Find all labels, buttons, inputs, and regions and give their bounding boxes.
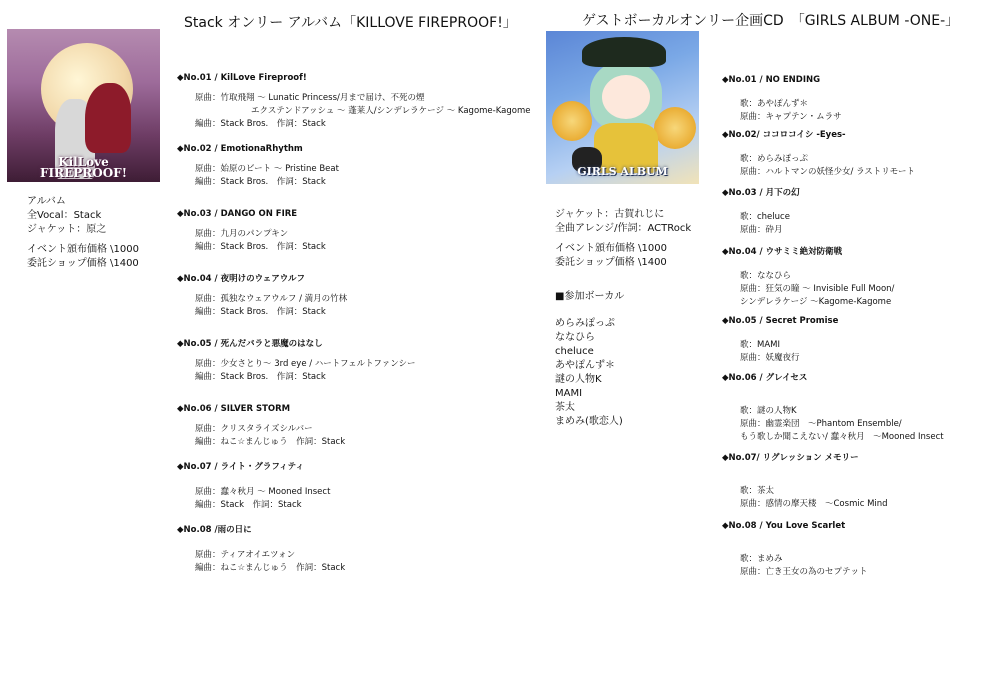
track-detail: 原曲：蠢々秋月 ～ Mooned Insect (195, 487, 331, 497)
right-track-2 (722, 129, 915, 179)
left-album-info (27, 195, 106, 237)
track-detail: 歌：ななひら (740, 271, 792, 281)
info-line: 全Vocal：Stack (27, 210, 102, 221)
track-title: ◆No.01 / KilLove Fireproof! (177, 73, 307, 83)
left-track-7 (177, 461, 330, 512)
price-line: 委託ショップ価格 \1400 (555, 257, 667, 268)
track-title: ◆No.04 / 夜明けのウェアウルフ (177, 274, 305, 284)
track-detail: 原曲：妖魔夜行 (740, 353, 800, 363)
track-title: ◆No.04 / ウサミミ絶対防衛戦 (722, 247, 843, 257)
pompom-art (654, 107, 696, 149)
left-track-3 (177, 208, 326, 254)
track-detail: 歌：謎の人物K (740, 406, 797, 416)
left-track-8 (177, 524, 345, 575)
track-detail: 編曲：Stack Bros. 作詞：Stack (195, 119, 326, 129)
info-line: アルバム (27, 196, 66, 207)
track-detail: 原曲：ハルトマンの妖怪少女/ ラストリモート (740, 167, 915, 177)
track-title: ◆No.07/ リグレッション メモリー (722, 453, 859, 463)
right-track-6 (722, 372, 944, 444)
track-title: ◆No.08 / You Love Scarlet (722, 521, 846, 531)
price-line: イベント頒布価格 \1000 (27, 244, 139, 255)
track-detail: 原曲：砕月 (740, 225, 783, 235)
track-detail: 歌：あやぽんず＊ (740, 99, 809, 109)
track-detail: 歌：cheluce (740, 212, 790, 222)
track-title: ◆No.08 /雨の日に (177, 525, 252, 535)
vocalist: cheluce (555, 346, 594, 357)
cover-logo: GIRLS ALBUM (577, 165, 668, 178)
track-detail: 原曲：感情の摩天楼 ～Cosmic Mind (740, 499, 888, 509)
left-track-5 (177, 338, 416, 384)
vocalist: MAMI (555, 388, 583, 399)
track-detail: 編曲：Stack Bros. 作詞：Stack (195, 307, 326, 317)
character-art (85, 83, 131, 153)
right-track-3 (722, 187, 800, 237)
track-detail: シンデレラケージ ～Kagome-Kagome (740, 297, 892, 307)
info-line: ジャケット：古賀れじに (555, 209, 665, 220)
track-title: ◆No.02 / EmotionaRhythm (177, 144, 303, 154)
vocalist: まめみ(歌恋人) (555, 416, 623, 427)
track-detail: 原曲：少女さとり～ 3rd eye / ハートフェルトファンシー (195, 359, 416, 369)
vocalist: 茶太 (555, 402, 575, 413)
left-track-6 (177, 403, 345, 449)
track-detail: 編曲：Stack Bros. 作詞：Stack (195, 242, 326, 252)
track-title: ◆No.07 / ライト・グラフィティ (177, 462, 304, 472)
track-detail: 原曲：孤独なウェアウルフ / 満月の竹林 (195, 294, 348, 304)
track-title: ◆No.06 / SILVER STORM (177, 404, 291, 414)
track-title: ◆No.02/ ココロコイシ -Eyes- (722, 130, 846, 140)
right-album-prices (555, 242, 667, 270)
left-track-1 (177, 72, 530, 131)
girls-album-cover-image (546, 31, 699, 184)
vocalist: 謎の人物K (555, 374, 602, 385)
track-title: ◆No.01 / NO ENDING (722, 75, 821, 85)
track-detail: 編曲：ねこ☆まんじゅう 作詞：Stack (195, 563, 346, 573)
right-track-4 (722, 246, 894, 309)
character-art (602, 75, 650, 119)
vocalist: めらみぽっぷ (555, 318, 615, 329)
info-line: 全曲アレンジ/作詞：ACTRock (555, 223, 692, 234)
track-detail: 原曲：幽霊楽団 ～Phantom Ensemble/ (740, 419, 902, 429)
track-detail: 原曲：竹取飛翔 ～ Lunatic Princess/月まで届け、不死の煙 (195, 93, 425, 103)
character-art (582, 37, 666, 67)
track-detail: 編曲：Stack Bros. 作詞：Stack (195, 372, 326, 382)
killove-cover-image (7, 29, 160, 182)
vocalist: ななひら (555, 332, 595, 343)
cover-logo-line-2: FIREPROOF! (40, 166, 127, 180)
left-track-4 (177, 273, 347, 319)
track-detail: 編曲：Stack Bros. 作詞：Stack (195, 177, 326, 187)
right-track-1 (722, 74, 842, 124)
vocalists-heading: ■参加ボーカル (555, 291, 625, 302)
track-title: ◆No.03 / 月下の幻 (722, 188, 800, 198)
track-detail: 原曲：始原のビート ～ Pristine Beat (195, 164, 339, 174)
track-detail: 歌：めらみぽっぷ (740, 154, 809, 164)
track-detail: 編曲：ねこ☆まんじゅう 作詞：Stack (195, 437, 346, 447)
track-detail: 歌：MAMI (740, 340, 780, 350)
track-detail: もう歌しか聞こえない/ 蠢々秋月 ～Mooned Insect (740, 432, 944, 442)
track-detail: 原曲：ティアオイエツォン (195, 550, 296, 560)
track-detail: エクステンドアッシュ ～ 蓬莱人/シンデレラケージ ～ Kagome-Kagome (251, 106, 531, 116)
track-detail: 原曲：キャプテン・ムラサ (740, 112, 842, 122)
cover-logo-line-1: KilLove (58, 155, 109, 169)
track-title: ◆No.03 / DANGO ON FIRE (177, 209, 298, 219)
price-line: イベント頒布価格 \1000 (555, 243, 667, 254)
track-detail: 歌：まめみ (740, 554, 783, 564)
right-album-heading: ゲストボーカルオンリー企画CD 「GIRLS ALBUM -ONE-」 (582, 13, 960, 29)
right-album-info (555, 208, 691, 236)
left-album-prices (27, 243, 139, 271)
track-detail: 原曲：クリスタライズシルバー (195, 424, 313, 434)
track-title: ◆No.05 / Secret Promise (722, 316, 839, 326)
vocalist: あやぽんず＊ (555, 360, 615, 371)
left-track-2 (177, 143, 339, 189)
price-line: 委託ショップ価格 \1400 (27, 258, 139, 269)
track-detail: 編曲：Stack 作詞：Stack (195, 500, 302, 510)
pompom-art (552, 101, 592, 141)
track-detail: 原曲：狂気の瞳 ～ Invisible Full Moon/ (740, 284, 895, 294)
right-track-7 (722, 452, 888, 511)
info-line: ジャケット：原之 (27, 224, 107, 235)
right-track-5 (722, 315, 838, 365)
track-detail: 原曲：亡き王女の為のセプテット (740, 567, 868, 577)
cover-logo (7, 157, 160, 179)
left-album-heading: Stack オンリー アルバム「KILLOVE FIREPROOF!」 (184, 15, 517, 31)
track-title: ◆No.05 / 死んだバラと悪魔のはなし (177, 339, 323, 349)
track-detail: 原曲：九月のパンプキン (195, 229, 289, 239)
right-track-8 (722, 520, 868, 579)
vocalists-list (555, 317, 623, 429)
track-detail: 歌：茶太 (740, 486, 775, 496)
track-title: ◆No.06 / グレイセス (722, 373, 808, 383)
